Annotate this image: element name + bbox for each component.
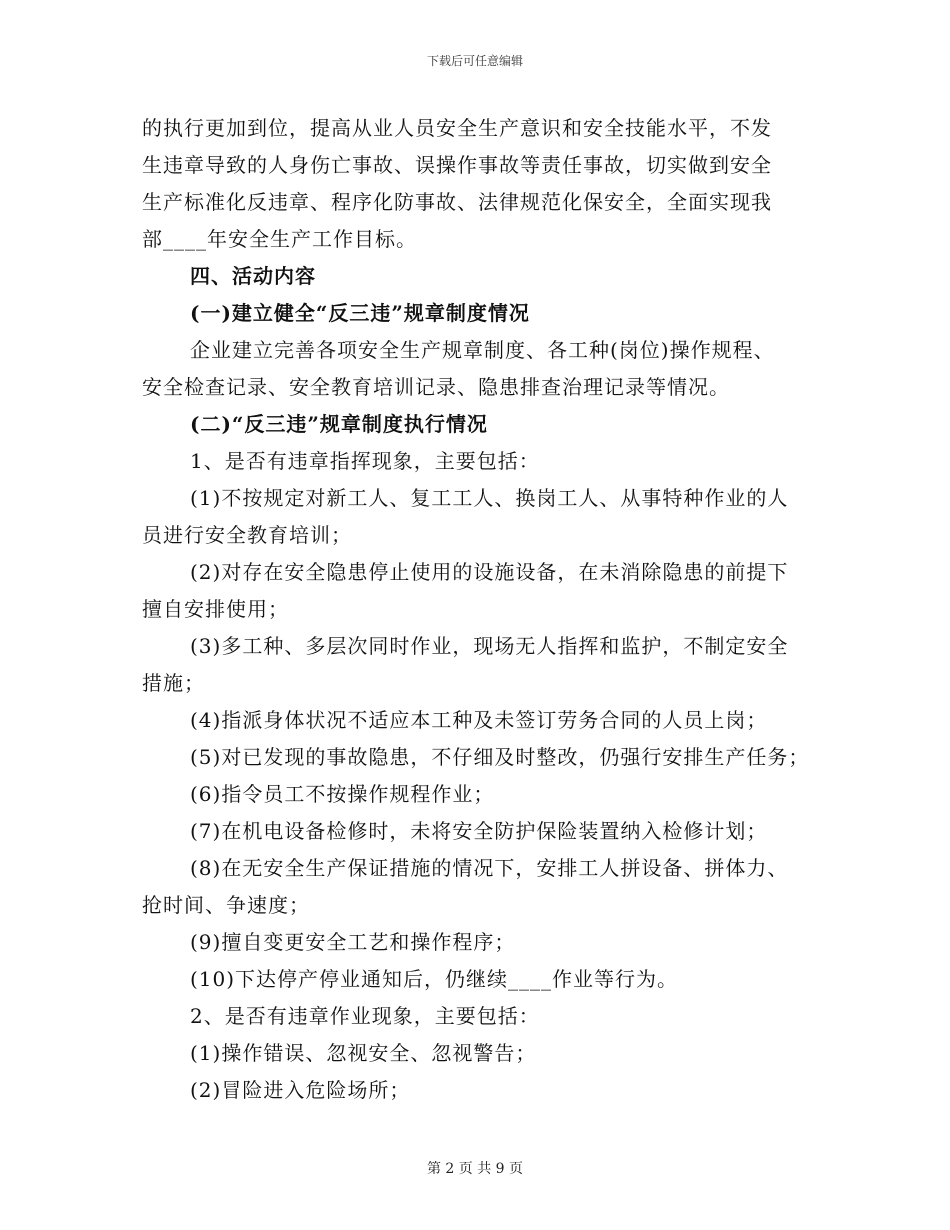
text-line: (9)擅自变更安全工艺和操作程序； <box>190 930 516 954</box>
text-line: 2、是否有违章作业现象，主要包括： <box>190 1004 540 1028</box>
text-line: 员进行安全教育培训； <box>142 523 352 547</box>
text-line: 1、是否有违章指挥现象，主要包括： <box>190 449 540 473</box>
text-line: (7)在机电设备检修时，未将安全防护保险装置纳入检修计划； <box>190 819 768 843</box>
text-line: 措施； <box>142 671 205 695</box>
text-line: 生产标准化反违章、程序化防事故、法律规范化保安全，全面实现我 <box>142 190 772 214</box>
section-heading: (二)“反三违”规章制度执行情况 <box>190 412 488 436</box>
section-heading: (一)建立健全“反三违”规章制度情况 <box>190 301 530 325</box>
text-line: 安全检查记录、安全教育培训记录、隐患排查治理记录等情况。 <box>142 375 730 399</box>
text-line: (1)不按规定对新工人、复工工人、换岗工人、从事特种作业的人 <box>190 486 789 510</box>
text-line: (1)操作错误、忽视安全、忽视警告； <box>190 1041 537 1065</box>
text-line: (3)多工种、多层次同时作业，现场无人指挥和监护，不制定安全 <box>190 634 789 658</box>
text-line: (10)下达停产停业通知后，仍继续____作业等行为。 <box>190 967 679 991</box>
text-line: (6)指令员工不按操作规程作业； <box>190 782 495 806</box>
text-line: 的执行更加到位，提高从业人员安全生产意识和安全技能水平，不发 <box>142 116 772 140</box>
text-line: 企业建立完善各项安全生产规章制度、各工种(岗位)操作规程、 <box>190 338 775 362</box>
section-heading: 四、活动内容 <box>190 264 316 288</box>
text-line: 擅自安排使用； <box>142 597 289 621</box>
text-line: (4)指派身体状况不适应本工种及未签订劳务合同的人员上岗； <box>190 708 768 732</box>
page-number: 第 2 页 共 9 页 <box>426 1161 524 1177</box>
text-line: (2)冒险进入危险场所； <box>190 1078 411 1102</box>
text-line: (5)对已发现的事故隐患，不仔细及时整改，仍强行安排生产任务； <box>190 745 810 769</box>
text-line: 生违章导致的人身伤亡事故、误操作事故等责任事故，切实做到安全 <box>142 153 772 177</box>
document-body <box>142 110 822 1109</box>
text-line: (2)对存在安全隐患停止使用的设施设备，在未消除隐患的前提下 <box>190 560 789 584</box>
header-note: 下载后可任意编辑 <box>426 54 523 68</box>
text-line: (8)在无安全生产保证措施的情况下，安排工人拼设备、拼体力、 <box>190 856 789 880</box>
text-line: 部____年安全生产工作目标。 <box>142 227 417 251</box>
text-line: 抢时间、争速度； <box>142 893 310 917</box>
